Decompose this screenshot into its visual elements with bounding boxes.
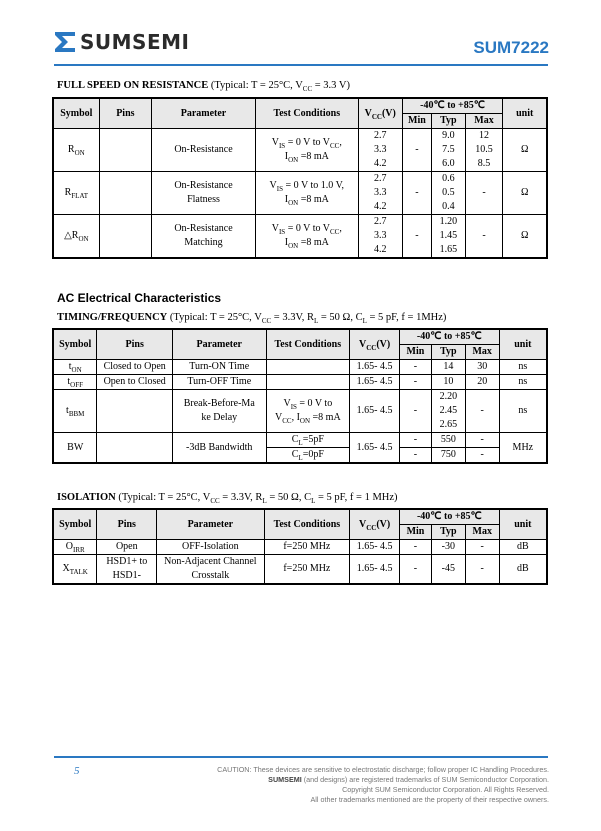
sigma-logo-icon xyxy=(54,31,76,53)
page-header xyxy=(0,0,601,70)
ac-section-title: AC Electrical Characteristics xyxy=(57,291,222,305)
on-resistance-table: Symbol Pins Parameter Test Conditions $V_{CC}(V)$ -40℃ to +85℃ unit Min Typ Max $R_{ON}$ On-Resistance $V_{IS} = 0$ V to $V_{CC}$, $I_{ON} =8$ mA 2.7 - 9.0 12 Ω 3.3 7.5 10.5 4.2 6.0 8.5 $R_{FLAT}$ On-Resistance Flatness $V_{IS} = 0$ V to 1.0 V, $I_{ON} =8$ mA 2.7 - 0.6 - Ω 3.3 0.5 4.2 0.4 $\triangle R_{ON}$ On-Resistance Matching $V_{IS} = 0$ V to $V_{CC}$, $I_{ON} =8$ mA 2.7 - 1.20 - Ω 3.3 1.45 4.2 1.65 xyxy=(52,97,548,259)
sumsemi-logo xyxy=(54,30,189,54)
table-row: $X_{TALK}$ HSD1+ to HSD1- Non-Adjacent Channel Crosstalk f=250 MHz 1.65- 4.5 - -45 - dB xyxy=(53,555,547,585)
isolation-caption: ISOLATION (Typical: T = 25°C, $V_{CC} = 3.3V$, $R_L = 50$ Ω, $C_L = 5$ pF, f = 1 MHz) xyxy=(57,492,398,506)
col-parameter: Parameter xyxy=(152,98,256,129)
table-row: $\triangle R_{ON}$ On-Resistance Matching $V_{IS} = 0$ V to $V_{CC}$, $I_{ON} =8$ mA 2.7 - 1.20 - Ω xyxy=(53,215,547,230)
brand-name: SUMSEMI xyxy=(80,30,190,54)
table-row: $t_{OFF}$ Open to Closed Turn-OFF Time 1.65- 4.5 - 10 20 ns xyxy=(53,375,547,390)
table-row: $t_{ON}$ Closed to Open Turn-ON Time 1.65- 4.5 - 14 30 ns xyxy=(53,360,547,375)
col-typ: Typ xyxy=(432,114,466,129)
header-divider xyxy=(54,64,548,66)
part-number: SUM7222 xyxy=(473,38,549,57)
timing-caption: TIMING/FREQUENCY (Typical: T = 25°C, $V_{CC} = 3.3V$, $R_L = 50$ Ω, $C_L = 5$ pF, f = 1MHz) xyxy=(57,312,447,326)
col-temp-range: -40℃ to +85℃ xyxy=(402,98,503,114)
col-conditions: Test Conditions xyxy=(255,98,358,129)
col-max: Max xyxy=(465,114,503,129)
footer-legal: CAUTION: These devices are sensitive to electrostatic discharge; follow proper IC Handling Procedures. SUMSEMI (and designs) are registered trademarks of SUM Semiconductor Corporation. Copyright SUM Semiconductor Corporation. All Rights Reserved. All other trademarks mentioned are the property of their respective owners. xyxy=(217,765,549,804)
col-unit: unit xyxy=(503,98,547,129)
page-number: 5 xyxy=(74,765,80,777)
col-symbol: Symbol xyxy=(53,98,99,129)
table-row: BW -3dB Bandwidth $C_L=5pF$ 1.65- 4.5 - 550 - MHz xyxy=(53,433,547,448)
col-min: Min xyxy=(402,114,431,129)
ron-caption: FULL SPEED ON RESISTANCE (Typical: T = 25°C, $V_{CC} = 3.3$ V) xyxy=(57,80,350,94)
timing-table: Symbol Pins Parameter Test Conditions $V_{CC}(V)$ -40℃ to +85℃ unit Min Typ Max $t_{ON}$ Closed to Open Turn-ON Time 1.65- 4.5 - 14 30 ns $t_{OFF}$ Open to Closed Turn-OFF Time 1.65- 4.5 - 10 20 ns $t_{BBM}$ Break-Before-Ma ke Delay $V_{IS} = 0$ V to $V_{CC}$, $I_{ON} =8$ mA 1.65- 4.5 - 2.20 - ns 2.45 2.65 BW -3dB Bandwidth $C_L=5pF$ 1.65- 4.5 - 550 - MHz $C_L=0pF$ - 750 - xyxy=(52,328,548,464)
col-vcc: $V_{CC}(V)$ xyxy=(358,98,402,129)
footer-divider xyxy=(54,756,548,758)
table-row: $t_{BBM}$ Break-Before-Ma ke Delay $V_{IS} = 0$ V to $V_{CC}$, $I_{ON} =8$ mA 1.65- 4.5 - 2.20 - ns xyxy=(53,390,547,405)
isolation-table: Symbol Pins Parameter Test Conditions $V_{CC}(V)$ -40℃ to +85℃ unit Min Typ Max $O_{IRR}$ Open OFF-Isolation f=250 MHz 1.65- 4.5 - -30 - dB $X_{TALK}$ HSD1+ to HSD1- Non-Adjacent Channel Crosstalk f=250 MHz 1.65- 4.5 - -45 - dB xyxy=(52,508,548,585)
table-row: $R_{FLAT}$ On-Resistance Flatness $V_{IS} = 0$ V to 1.0 V, $I_{ON} =8$ mA 2.7 - 0.6 - Ω xyxy=(53,172,547,187)
table-row: $R_{ON}$ On-Resistance $V_{IS} = 0$ V to $V_{CC}$, $I_{ON} =8$ mA 2.7 - 9.0 12 Ω xyxy=(53,129,547,144)
footer-logo: SUMSEMI xyxy=(268,775,302,784)
col-pins: Pins xyxy=(99,98,151,129)
table-row: $O_{IRR}$ Open OFF-Isolation f=250 MHz 1.65- 4.5 - -30 - dB xyxy=(53,540,547,555)
